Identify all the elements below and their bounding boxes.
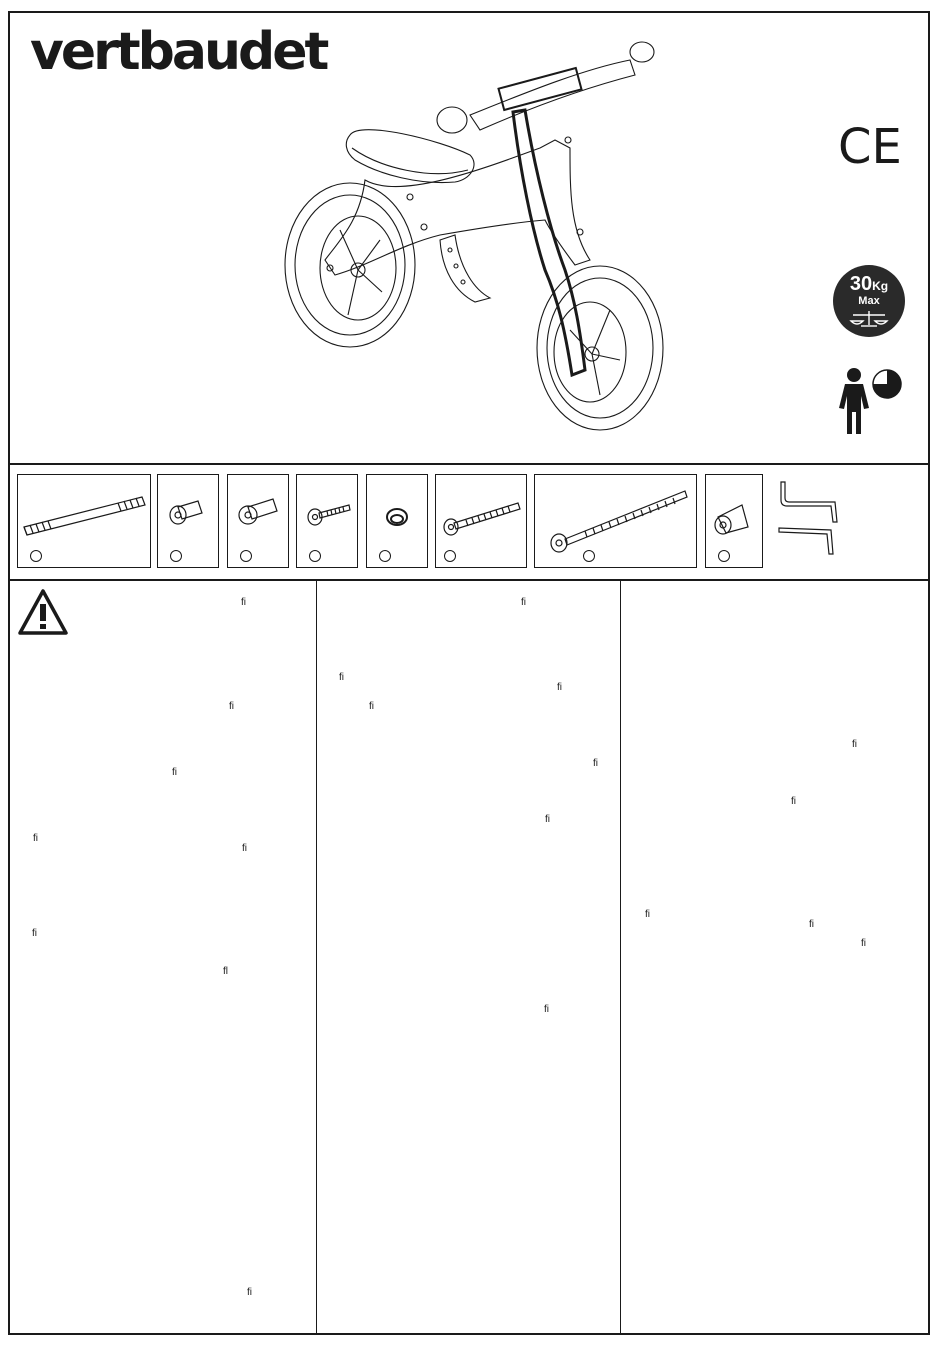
part-f-marker (444, 550, 456, 562)
ligature-glyph: fi (241, 597, 246, 608)
ligature-glyph: fi (172, 767, 177, 778)
divider-top (8, 463, 930, 465)
weight-limit-value: 30 (849, 273, 873, 295)
ligature-glyph: fi (544, 1004, 549, 1015)
part-f (435, 474, 527, 568)
part-c-marker (240, 550, 252, 562)
allen-keys-icon (775, 480, 845, 560)
spring-washer-icon (367, 475, 429, 569)
brand-logo: vertbaudet (30, 22, 327, 82)
child-age-icon (835, 366, 905, 438)
ligature-glyph: fi (852, 739, 857, 750)
ligature-glyph: fi (229, 701, 234, 712)
short-bolt-icon (297, 475, 359, 569)
part-c (227, 474, 289, 568)
ce-mark-icon (838, 120, 903, 168)
part-h-marker (718, 550, 730, 562)
part-b (157, 474, 219, 568)
weight-limit-unit: Kg (872, 279, 889, 293)
scale-icon (849, 309, 889, 329)
ce-mark-text: CE (838, 120, 902, 168)
part-e (366, 474, 428, 568)
part-g-marker (583, 550, 595, 562)
part-g (534, 474, 697, 568)
divider-middle (8, 579, 930, 581)
ligature-glyph: fi (861, 938, 866, 949)
ligature-glyph: fi (791, 796, 796, 807)
column-divider-2 (620, 581, 621, 1335)
ligature-glyph: fi (242, 843, 247, 854)
ligature-glyph: fi (369, 701, 374, 712)
ligature-glyph: fi (809, 919, 814, 930)
long-bolt-icon (535, 475, 698, 569)
ligature-glyph: fi (33, 833, 38, 844)
weight-limit-label: Max (858, 295, 880, 307)
weight-limit-badge (833, 265, 905, 337)
barrel-nut-long-icon (228, 475, 290, 569)
part-h (705, 474, 763, 568)
ligature-glyph: fi (545, 814, 550, 825)
end-cap-icon (706, 475, 764, 569)
ligature-glyph: fi (593, 758, 598, 769)
ligature-glyph: fl (223, 966, 228, 977)
ligature-glyph: fi (247, 1287, 252, 1298)
ligature-glyph: fi (645, 909, 650, 920)
part-b-marker (170, 550, 182, 562)
part-e-marker (379, 550, 391, 562)
part-d (296, 474, 358, 568)
part-a-marker (30, 550, 42, 562)
warning-triangle-icon (17, 588, 69, 636)
balance-bike-illustration (270, 30, 680, 440)
part-d-marker (309, 550, 321, 562)
column-divider-1 (316, 581, 317, 1335)
ligature-glyph: fi (339, 672, 344, 683)
ligature-glyph: fi (521, 597, 526, 608)
barrel-nut-short-icon (158, 475, 220, 569)
ligature-glyph: fi (32, 928, 37, 939)
part-a (17, 474, 151, 568)
ligature-glyph: fi (557, 682, 562, 693)
